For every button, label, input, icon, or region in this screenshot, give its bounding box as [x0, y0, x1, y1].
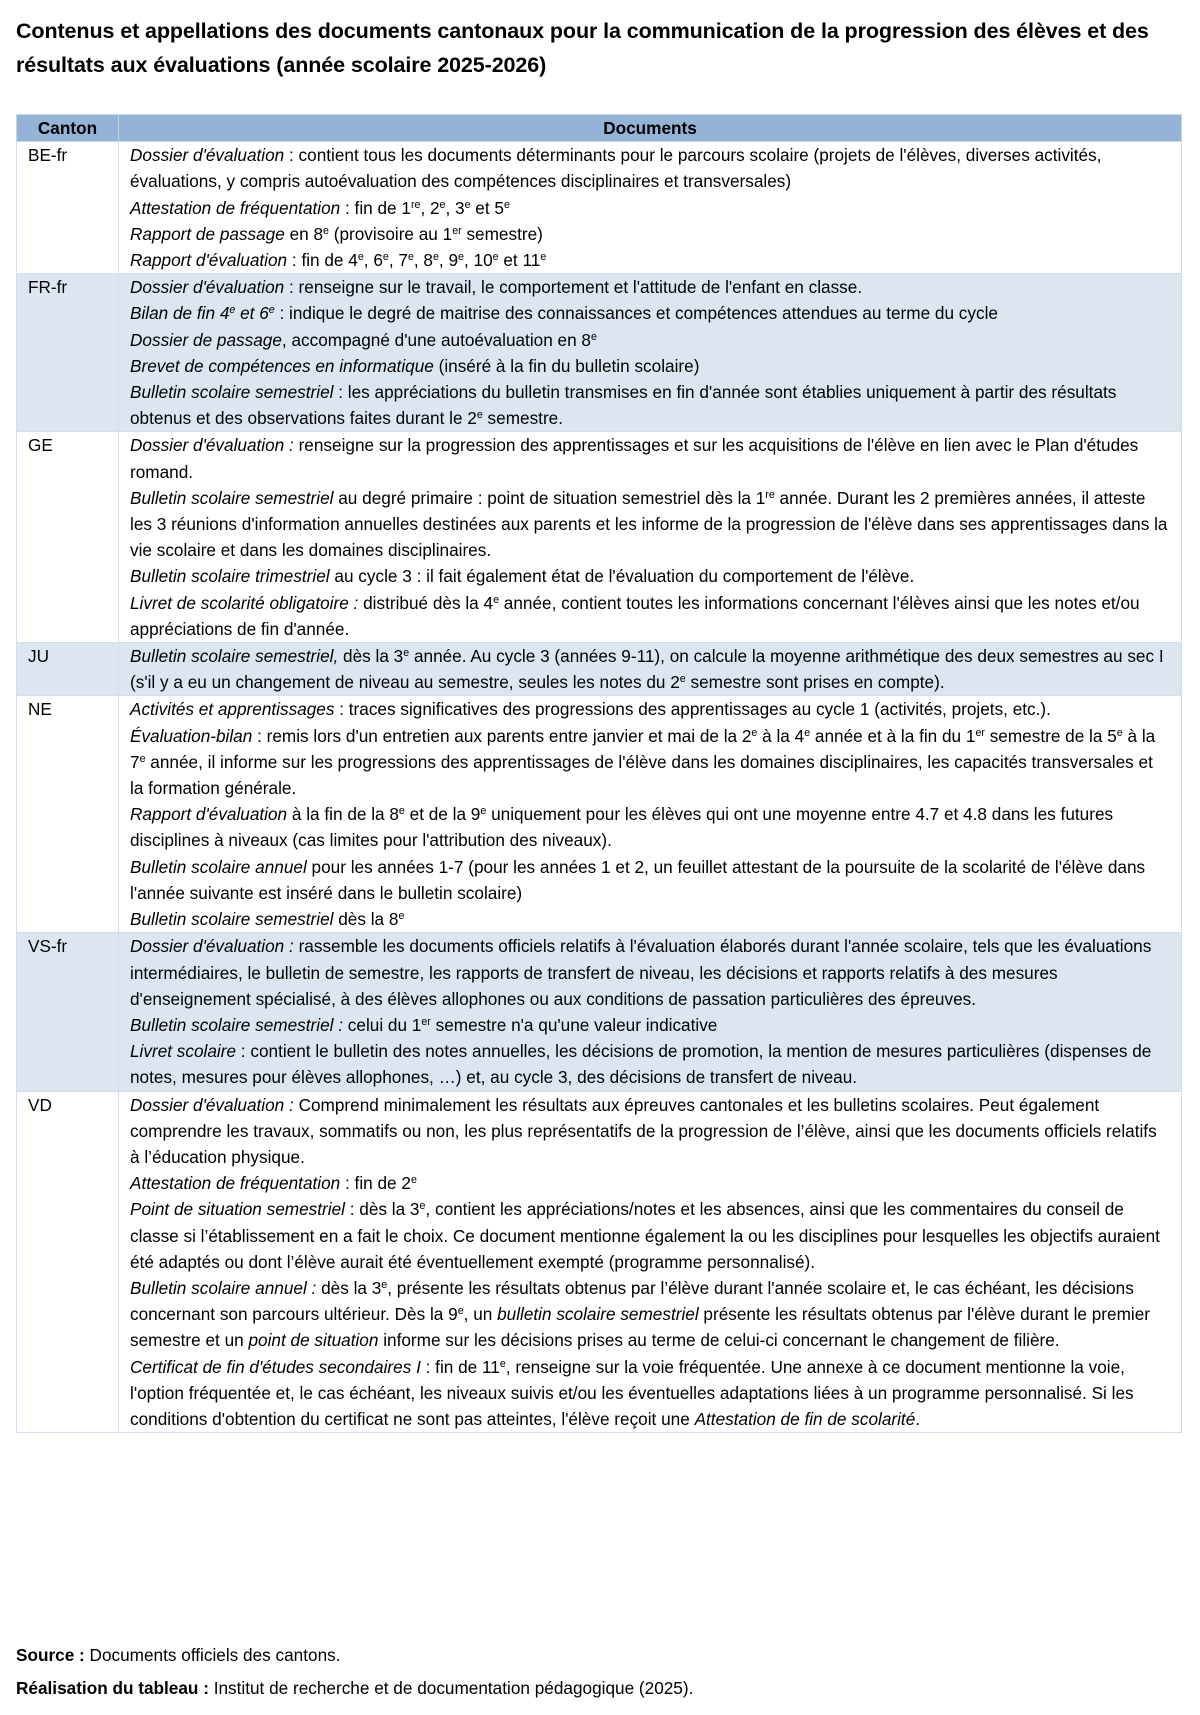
table-row: [17, 274, 1182, 432]
document-entry: Bulletin scolaire semestriel au degré primaire : point de situation semestriel dès la 1re année. Durant les 2 premières années, il atteste les 3 réunions d'information annuelles destinées aux parents et les informe de la progression de l'élève dans ses apprentissages dans la vie scolaire et dans les domaines disciplinaires.: [130, 487, 1168, 561]
document-entry: Bulletin scolaire semestriel : celui du 1er semestre n'a qu'une valeur indicative: [130, 1014, 718, 1035]
document-entry: Rapport d'évaluation à la fin de la 8e et de la 9e uniquement pour les élèves qui ont une moyenne entre 4.7 et 4.8 dans les futures disciplines à niveaux (cas limites pour l'attribution des niveaux).: [130, 804, 1114, 851]
canton-cell: VD: [17, 1091, 119, 1433]
credit-text: Institut de recherche et de documentation pédagogique (2025).: [208, 1678, 694, 1698]
document-entry: Dossier d'évaluation : renseigne sur le travail, le comportement et l'attitude de l'enfant en classe.: [130, 277, 863, 298]
page-title: Contenus et appellations des documents cantonaux pour la communication de la progression des élèves et des résultats aux évaluations (année scolaire 2025-2026): [16, 19, 1149, 77]
document-entry: Livret de scolarité obligatoire : distribué dès la 4e année, contient toutes les informations concernant l'élèves ainsi que les notes et/ou appréciations de fin d'année.: [130, 592, 1140, 639]
documents-cell: [119, 142, 1182, 274]
document-entry: Activités et apprentissages : traces significatives des progressions des apprentissages au cycle 1 (activités, projets, etc.).: [130, 699, 1051, 720]
canton-cell: GE: [17, 432, 119, 643]
canton-cell: JU: [17, 643, 119, 696]
document-entry: Bulletin scolaire semestriel, dès la 3e année. Au cycle 3 (années 9-11), on calcule la moyenne arithmétique des deux semestres au sec I (s'il y a eu un changement de niveau au semestre, seules les notes du 2e semestre sont prises en compte).: [130, 646, 1164, 693]
header-documents: Documents: [119, 115, 1182, 142]
documents-cell: [119, 1091, 1182, 1433]
document-entry: Point de situation semestriel : dès la 3e, contient les appréciations/notes et les absences, ainsi que les commentaires du conseil de classe si l’établissement en a fait le choix. Ce document mentionne également la ou les disciplines pour lesquelles les objectifs auraient été adaptés ou dont l’élève aurait été éventuellement exempté (programme personnalisé).: [130, 1199, 1160, 1272]
table-footer: [16, 1639, 693, 1705]
source-label: Source :: [16, 1645, 85, 1665]
documents-cell: [119, 643, 1182, 696]
table-row: [17, 696, 1182, 933]
document-entry: Bulletin scolaire semestriel : les appréciations du bulletin transmises en fin d'année sont établies uniquement à partir des résultats obtenus et des observations faites durant le 2e semestre.: [130, 382, 1117, 429]
document-entry: Bulletin scolaire annuel : dès la 3e, présente les résultats obtenus par l’élève durant l'année scolaire et, le cas échéant, les décisions concernant son parcours ultérieur. Dès la 9e, un bulletin scolaire semestriel présente les résultats obtenus par l'élève durant le premier semestre et un point de situation informe sur les décisions prises au terme de celui-ci concernant le changement de filière.: [130, 1277, 1151, 1351]
document-entry: Bulletin scolaire annuel pour les années 1-7 (pour les années 1 et 2, un feuillet attestant de la poursuite de la scolarité de l'élève dans l'année suivante est inséré dans le bulletin scolaire): [130, 856, 1146, 903]
table-header-row: [17, 115, 1182, 142]
document-entry: Brevet de compétences en informatique (inséré à la fin du bulletin scolaire): [130, 355, 700, 376]
document-entry: Livret scolaire : contient le bulletin des notes annuelles, les décisions de promotion, la mention de mesures particulières (dispenses de notes, mesures pour élèves allophones, …) et, au cycle 3, des décisions de transfert de niveau.: [130, 1041, 1152, 1088]
document-entry: Attestation de fréquentation : fin de 1re, 2e, 3e et 5e: [130, 197, 510, 218]
table-row: [17, 1091, 1182, 1433]
header-canton: Canton: [17, 115, 119, 142]
document-entry: Dossier d'évaluation : rassemble les documents officiels relatifs à l'évaluation élaborés durant l'année scolaire, tels que les évaluations intermédiaires, le bulletin de semestre, les rapports de transfert de niveau, les décisions et rapports relatifs à des mesures d'enseignement spécialisé, à des élèves allophones ou aux conditions de passation particulières des épreuves.: [130, 936, 1152, 1009]
table-body: [17, 142, 1182, 1433]
source-line: [16, 1639, 693, 1672]
canton-cell: FR-fr: [17, 274, 119, 432]
document-entry: Évaluation-bilan : remis lors d'un entretien aux parents entre janvier et mai de la 2e à la 4e année et à la fin du 1er semestre de la 5e à la 7e année, il informe sur les progressions des apprentissages de l'élève dans les domaines disciplinaires, les capacités transversales et la formation générale.: [130, 725, 1156, 799]
document-entry: Bulletin scolaire semestriel dès la 8e: [130, 909, 405, 930]
documents-cell: [119, 432, 1182, 643]
document-entry: Dossier de passage, accompagné d'une autoévaluation en 8e: [130, 329, 597, 350]
documents-cell: [119, 696, 1182, 933]
document-entry: Rapport d'évaluation : fin de 4e, 6e, 7e, 8e, 9e, 10e et 11e: [130, 250, 547, 271]
document-entry: Certificat de fin d'études secondaires I : fin de 11e, renseigne sur la voie fréquentée. Une annexe à ce document mentionne la voie, l'option fréquentée et, le cas échéant, les niveaux suivis et/ou les éventuelles adaptations liées à un programme personnalisé. Si les conditions d'obtention du certificat ne sont pas atteintes, l'élève reçoit une Attestation de fin de scolarité.: [130, 1356, 1134, 1429]
documents-cell: [119, 933, 1182, 1091]
document-entry: Rapport de passage en 8e (provisoire au 1er semestre): [130, 223, 543, 244]
canton-cell: BE-fr: [17, 142, 119, 274]
table-row: [17, 142, 1182, 274]
document-entry: Bulletin scolaire trimestriel au cycle 3 : il fait également état de l'évaluation du comportement de l'élève.: [130, 566, 915, 587]
canton-cell: NE: [17, 696, 119, 933]
document-entry: Bilan de fin 4e et 6e : indique le degré de maitrise des connaissances et compétences attendues au terme du cycle: [130, 303, 998, 324]
credit-label: Réalisation du tableau :: [16, 1678, 209, 1698]
documents-table: [16, 114, 1182, 1433]
document-entry: Attestation de fréquentation : fin de 2e: [130, 1173, 417, 1194]
table-row: [17, 643, 1182, 696]
document-entry: Dossier d'évaluation : contient tous les documents déterminants pour le parcours scolaire (projets de l'élèves, diverses activités, évaluations, y compris autoévaluation des compétences disciplinaires et transversales): [130, 145, 1102, 192]
credit-line: [16, 1672, 693, 1705]
table-row: [17, 432, 1182, 643]
document-entry: Dossier d'évaluation : Comprend minimalement les résultats aux épreuves cantonales et les bulletins scolaires. Peut également comprendre les travaux, sommatifs ou non, les plus représentatifs de la progression de l’élève, ainsi que les documents officiels relatifs à l’éducation physique.: [130, 1094, 1157, 1167]
document-entry: Dossier d'évaluation : renseigne sur la progression des apprentissages et sur les acquisitions de l'élève en lien avec le Plan d'études romand.: [130, 435, 1139, 482]
source-text: Documents officiels des cantons.: [84, 1645, 341, 1665]
canton-cell: VS-fr: [17, 933, 119, 1091]
documents-cell: [119, 274, 1182, 432]
table-row: [17, 933, 1182, 1091]
